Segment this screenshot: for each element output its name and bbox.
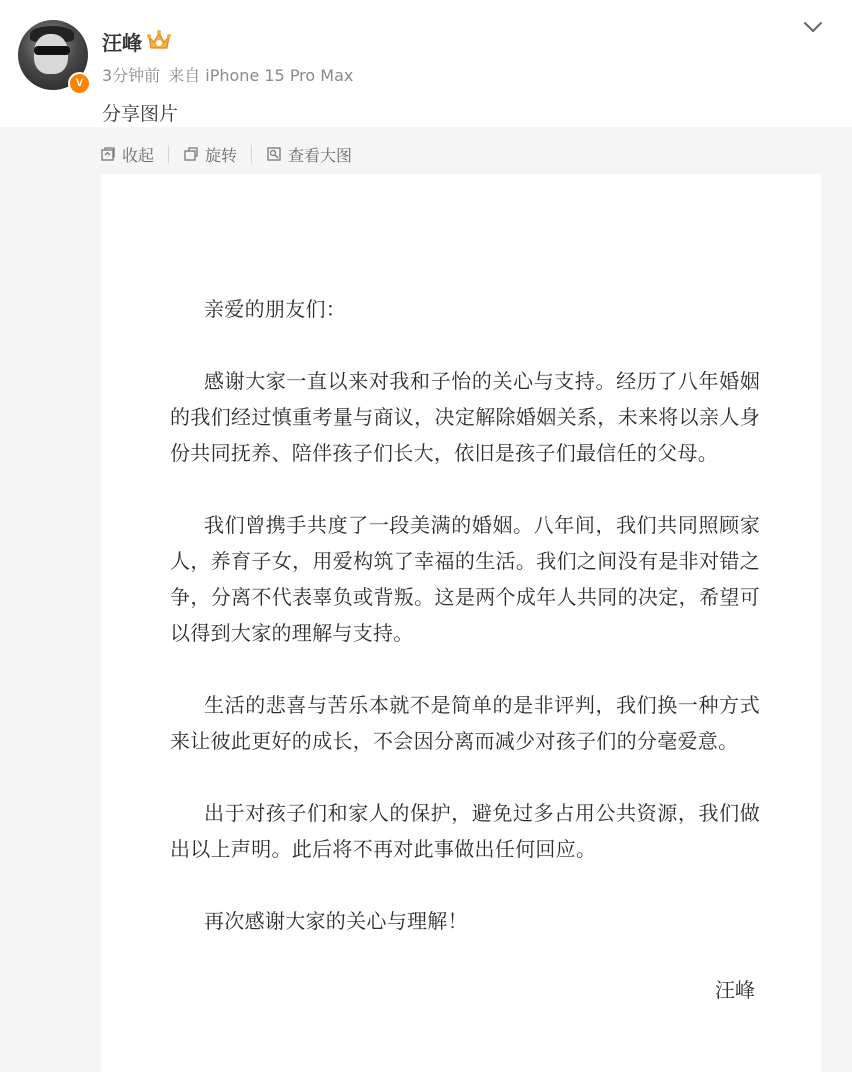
paragraph-spacer xyxy=(170,651,760,687)
letter-body xyxy=(170,291,760,939)
paragraph-spacer xyxy=(170,471,760,507)
chevron-down-icon[interactable] xyxy=(800,14,826,40)
image-toolbar xyxy=(100,142,352,166)
rotate-icon xyxy=(183,146,199,162)
view-large-button[interactable] xyxy=(266,143,352,166)
verified-badge-icon: V xyxy=(68,72,91,95)
member-crown-icon[interactable] xyxy=(146,29,172,51)
letter-greeting: 亲爱的朋友们： xyxy=(204,297,347,321)
letter-paragraph: 感谢大家一直以来对我和子怡的关心与支持。经历了八年婚姻的我们经过慎重考量与商议，决定解除婚姻关系，未来将以亲人身份共同抚养、陪伴孩子们长大，依旧是孩子们最信任的父母。 xyxy=(170,369,760,465)
post-header xyxy=(0,0,852,127)
rotate-label: 旋转 xyxy=(205,145,238,165)
post-caption: 分享图片 xyxy=(102,103,179,125)
letter-paragraph: 我们曾携手共度了一段美满的婚姻。八年间，我们共同照顾家人，养育子女，用爱构筑了幸福的生活。我们之间没有是非对错之争，分离不代表辜负或背叛。这是两个成年人共同的决定，希望可以得到大家的理解与支持。 xyxy=(170,513,760,645)
collect-icon xyxy=(100,146,116,162)
paragraph-spacer xyxy=(170,327,760,363)
paragraph-spacer xyxy=(170,759,760,795)
view-large-icon xyxy=(266,146,282,162)
letter-image[interactable] xyxy=(101,174,821,1072)
post-source: 来自 iPhone 15 Pro Max xyxy=(168,66,354,85)
letter-signature: 汪峰 xyxy=(715,978,755,1002)
username[interactable]: 汪峰 xyxy=(102,33,142,55)
rotate-button[interactable] xyxy=(183,143,237,166)
toolbar-divider xyxy=(168,145,169,163)
letter-paragraph: 生活的悲喜与苦乐本就不是简单的是非评判，我们换一种方式来让彼此更好的成长，不会因分离而减少对孩子们的分毫爱意。 xyxy=(170,693,760,753)
collect-label: 收起 xyxy=(122,145,155,165)
collect-button[interactable] xyxy=(100,143,154,166)
letter-paragraph: 出于对孩子们和家人的保护，避免过多占用公共资源，我们做出以上声明。此后将不再对此事做出任何回应。 xyxy=(170,801,760,861)
post-time[interactable]: 3分钟前 xyxy=(102,66,161,85)
avatar-glasses xyxy=(34,46,70,55)
letter-paragraph: 再次感谢大家的关心与理解！ xyxy=(204,909,468,933)
post-meta xyxy=(102,63,353,86)
paragraph-spacer xyxy=(170,867,760,903)
view-large-label: 查看大图 xyxy=(288,145,353,165)
toolbar-divider xyxy=(251,145,252,163)
